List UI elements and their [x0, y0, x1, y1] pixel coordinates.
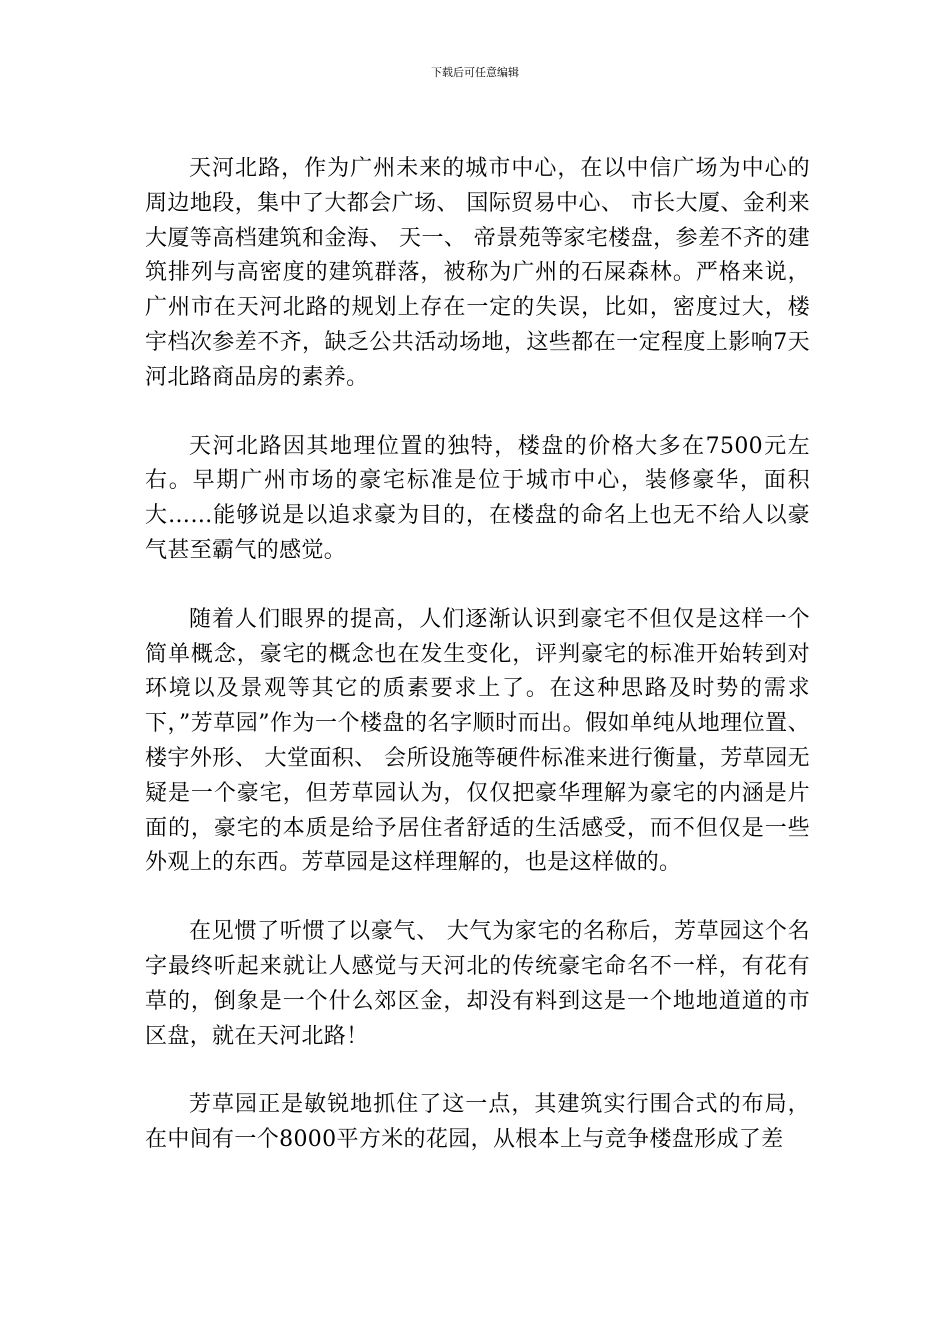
- document-body: [145, 152, 810, 1192]
- paragraph-2: 天河北路因其地理位置的独特，楼盘的价格大多在7500元左右。早期广州市场的豪宅标准是位于城市中心，装修豪华，面积大……能够说是以追求豪为目的，在楼盘的命名上也无不给人以豪气甚至霸气的感觉。: [145, 433, 810, 563]
- page-header: 下载后可任意编辑: [431, 66, 519, 79]
- paragraph-4: 在见惯了听惯了以豪气、 大气为家宅的名称后，芳草园这个名字最终听起来就让人感觉与天河北的传统豪宅命名不一样，有花有草的，倒象是一个什么郊区金，却没有料到这是一个地地道道的市区盘，就在天河北路！: [145, 919, 810, 1049]
- paragraph-1: 天河北路，作为广州未来的城市中心，在以中信广场为中心的周边地段，集中了大都会广场、 国际贸易中心、 市长大厦、金利来大厦等高档建筑和金海、 天一、 帝景苑等家宅楼盘，参差不齐的建筑排列与高密度的建筑群落，被称为广州的石屎森林。严格来说，广州市在天河北路的规划上存在一定的失误，比如，密度过大，楼宇档次参差不齐，缺乏公共活动场地，这些都在一定程度上影响7天河北路商品房的素养。: [145, 156, 810, 390]
- paragraph-5: 芳草园正是敏锐地抓住了这一点，其建筑实行围合式的布局，在中间有一个8000平方米的花园，从根本上与竞争楼盘形成了差: [145, 1092, 810, 1153]
- paragraph-3: 随着人们眼界的提高，人们逐渐认识到豪宅不但仅是这样一个简单概念，豪宅的概念也在发生变化，评判豪宅的标准开始转到对环境以及景观等其它的质素要求上了。在这种思路及时势的需求下，”芳草园”作为一个楼盘的名字顺时而出。假如单纯从地理位置、 楼宇外形、 大堂面积、 会所设施等硬件标准来进行衡量，芳草园无疑是一个豪宅，但芳草园认为，仅仅把豪华理解为豪宅的内涵是片面的，豪宅的本质是给予居住者舒适的生活感受，而不但仅是一些外观上的东西。芳草园是这样理解的，也是这样做的。: [145, 606, 810, 876]
